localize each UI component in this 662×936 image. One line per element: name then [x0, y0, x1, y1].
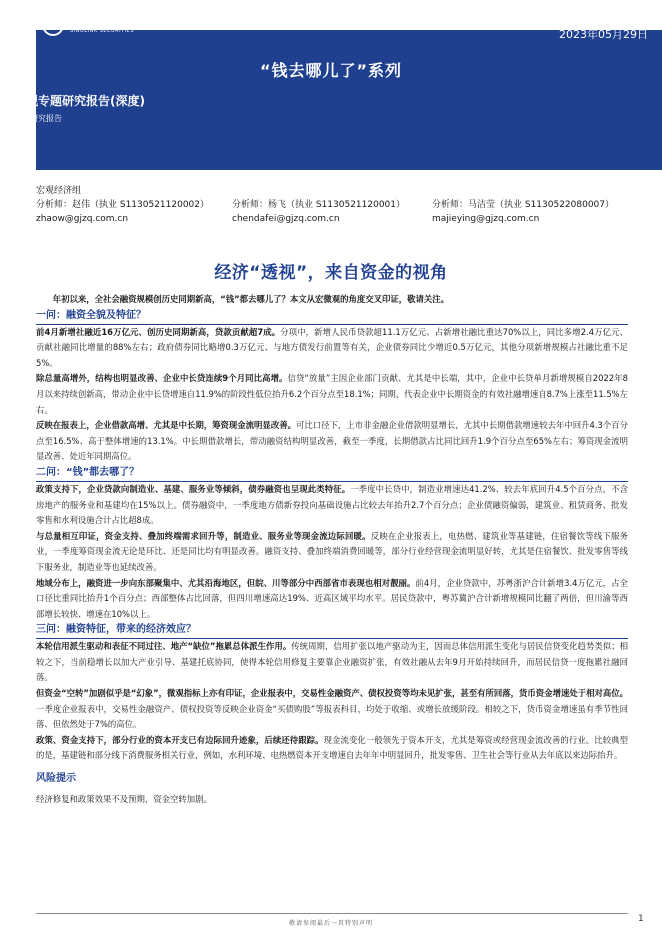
- analyst-2-name: 分析师：杨飞（执业 S1130521120001）: [232, 200, 406, 210]
- report-date: 2023年05月29日: [559, 28, 648, 41]
- analyst-1-email[interactable]: zhaow@gjzq.com.cn: [36, 214, 129, 224]
- risk-heading: 风险提示: [36, 773, 76, 785]
- para-bold: 与总量相互印证，资金支持、叠加终端需求回升等，制造业、服务业等现金流边际回暖。: [36, 530, 371, 541]
- analyst-2-email[interactable]: chendafei@gjzq.com.cn: [232, 214, 340, 224]
- section-3-heading: 三问：融资特征，带来的经济效应？: [36, 622, 628, 639]
- section-3-para-3: [36, 733, 628, 764]
- analyst-1-name: 分析师：赵伟（执业 S1130521120002）: [36, 200, 210, 210]
- risk-text: 经济修复和政策效果不及预期，资金空转加剧。: [36, 794, 212, 805]
- section-2-heading: 二问：“钱”都去哪了？: [36, 465, 628, 482]
- brand-name-en: SINOLINK SECURITIES: [70, 28, 134, 34]
- analyst-3: [432, 198, 628, 226]
- analyst-3-name: 分析师：马洁莹（执业 S1130522080007）: [432, 200, 615, 210]
- para-text: 前4月，企业贷款中，苏粤浙沪合计新增3.4万亿元，占全口径比重同比抬升1个百分点；西部整体占比回落，但四川增速高达19%、近高区域平均水平。居民贷款中，粤苏冀沪合计新增规模同比翻了两倍，但川渝等西部增长较快、增速在10%以上。: [36, 577, 628, 619]
- section-1-para-3: [36, 418, 628, 465]
- report-type: 宏观专题研究报告(深度): [14, 94, 145, 108]
- para-text: 一季度企业报表中，交易性金融资产、债权投资等反映企业资金“买债购股”等报表科目，均处于收缩、或增长放缓阶段。相较之下，货币资金增速虽有季节性回落、但依然处于7%的高位。: [36, 703, 628, 730]
- footer-disclaimer: 敬请参阅最后一页特别声明: [288, 920, 373, 927]
- para-text: 现金流变化一般领先于资本开支，尤其是筹资或经营现金流改善的行业。比较典型的是，基建链和部分线下消费服务相关行业，例如，水利环境、电热燃资本开支增速自去年年中明显回升，批发零售、卫生社会等行业从去年底以来边际抬升。: [36, 734, 629, 761]
- analyst-block: [36, 184, 662, 226]
- analyst-row: [36, 198, 662, 226]
- analyst-3-email[interactable]: majieying@gjzq.com.cn: [432, 214, 540, 224]
- para-text: 传统周期，信用扩张以地产驱动为主，因而总体信用派生变化与居民信贷变化趋势类似；相较之下，当前稳增长以加大产业引导、基建托底协同，使得本轮信用修复主要靠企业融资扩张，有效社融从去年9月开始持续回升，而居民信贷一度拖累社融回落。: [36, 641, 628, 683]
- para-text: 信贷“放量”主因企业部门贡献、尤其是中长端，其中，企业中长贷单月新增规模自2022年8月以来持续创新高，带动企业中长贷增速自11.9%的阶段性低位抬升6.2个百分点至18.1%；同期，代表企业中长期资金的有效社融增速自8.7%上涨至11.5%左右。: [36, 373, 628, 415]
- para-text: 可比口径下，上市非金融企业借款明显增长，尤其中长期借款增速较去年中回升4.3个百分点至16.5%、高于整体增速的13.1%。中长期借款增长，带动融资结构明显改善，截至一季度，长期借款占比同比回升1.9个百分点至65%左右；筹资现金流明显改善、处近年同期高位。: [36, 420, 628, 462]
- para-bold: 政策支持下，企业贷款向制造业、基建、服务业等倾斜，债券融资也呈现此类特征。: [36, 483, 351, 494]
- para-bold: 但资金“空转”加剧似乎是“幻象”，微观指标上亦有印证，企业报表中，交易性金融资产、债权投资等均未见扩张，甚至有所回落，货币资金增速处于相对高位。: [36, 688, 628, 699]
- brand-text: [70, 15, 134, 35]
- footer-divider: [36, 913, 628, 914]
- para-bold: 政策、资金支持下，部分行业的资本开支已有边际回升迹象，后续还待跟踪。: [36, 734, 324, 745]
- analyst-2: [232, 198, 432, 226]
- section-1-heading: 一问：融资全貌及特征？: [36, 308, 628, 325]
- report-subtitle: 证券研究报告: [14, 114, 62, 123]
- brand-name-cn: 国金证券: [70, 14, 123, 28]
- section-1-para-1: [36, 325, 628, 372]
- series-title: “钱去哪儿了”系列: [259, 61, 403, 80]
- section-3-para-1: [36, 639, 628, 686]
- department: 宏观经济组: [36, 186, 82, 196]
- section-2-para-3: [36, 576, 628, 623]
- para-bold: 本轮信用派生驱动和表征不同过往、地产“缺位”拖累总体派生作用。: [36, 641, 292, 652]
- para-bold: 除总量高增外，结构也明显改善、企业中长贷连续9个月同比高增。: [36, 373, 288, 384]
- para-text: 一季度中长贷中，制造业增速达41.2%、较去年底回升4.5个百分点，不含房地产的服务业和基建均在15%以上。债券融资中，一季度地方债新券投向基础设施占比较去年抬升2.7个百分点；企业债融资偏弱，建筑业、租赁商务、批发零售和水利设施合计占比超8成。: [36, 483, 628, 526]
- brand-logo: [42, 14, 134, 36]
- para-text: 分项中，新增人民币贷款超11.1万亿元、占新增社融比重达70%以上，同比多增2.4万亿元、贡献社融同比增量的88%左右；政府债券同比略增0.3万亿元、与地方债发行前置等有关，企业债券同比少增近0.5万亿元，其他分项新增规模占社融比重不足5%。: [36, 326, 628, 368]
- section-3-para-2: [36, 686, 628, 733]
- page-number: 1: [638, 914, 644, 924]
- intro-paragraph: 年初以来，全社会融资规模创历史同期新高，“钱”都去哪儿了？本文从宏微观的角度交叉印证，敬请关注。: [52, 294, 450, 304]
- analyst-1: [36, 198, 232, 226]
- report-body: [36, 292, 628, 808]
- para-bold: 反映在报表上，企业借款高增、尤其是中长期，筹资现金流明显改善。: [36, 420, 296, 431]
- para-bold: 地域分布上，融资进一步向东部聚集中、尤其沿海地区，但皖、川等部分中西部省市表现也相对靓丽。: [36, 577, 416, 588]
- para-text: 反映在企业报表上，电热燃、建筑业等基建链，住宿餐饮等线下服务业，一季度筹资现金流无论是环比、还是同比均有明显改善。融资支持、叠加终端消费回暖等，部分行业经营现金流明显好转，尤其是住宿餐饮、批发零售等线下服务业，制造业等也延续改善。: [36, 530, 629, 572]
- para-bold: 前4月新增社融近16万亿元、创历史同期新高，贷款贡献超7成。: [36, 326, 281, 337]
- section-2-para-2: [36, 529, 628, 576]
- section-2-para-1: [36, 482, 628, 529]
- brand-mark-icon: [42, 14, 64, 36]
- section-1-para-2: [36, 371, 628, 418]
- main-title: 经济“透视”，来自资金的视角: [214, 263, 448, 283]
